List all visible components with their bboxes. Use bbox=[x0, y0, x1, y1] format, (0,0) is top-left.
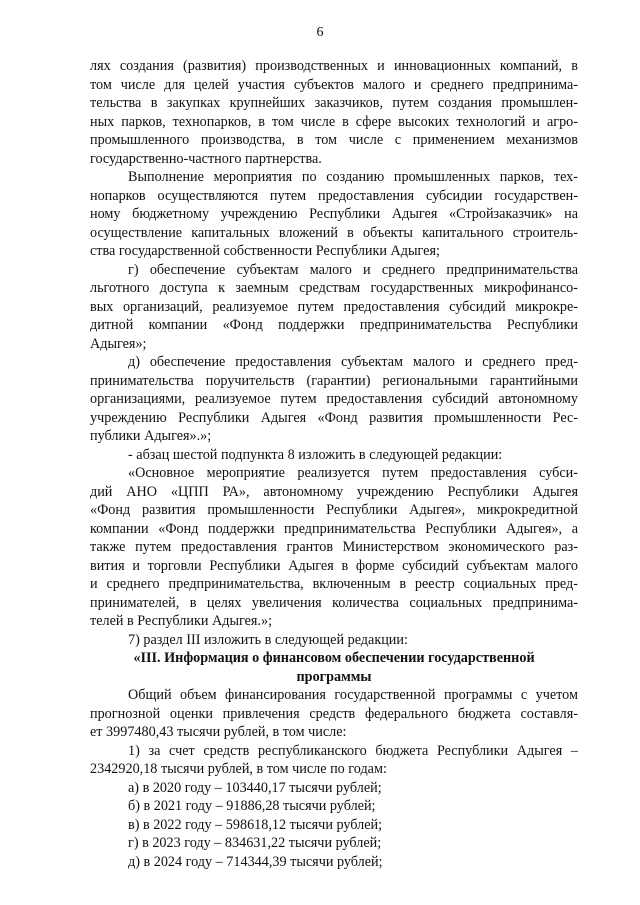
text-line: а) в 2020 году – 103440,17 тысячи рублей; bbox=[128, 779, 382, 796]
text-line: публики Адыгея».»; bbox=[90, 428, 212, 444]
text-line: телей в Республики Адыгея.»; bbox=[90, 613, 273, 629]
text-line: 2342920,18 тысячи рублей, в том числе по годам: bbox=[90, 761, 387, 777]
text-line: льготного доступа к заемным средствам государственных микрофинансо- bbox=[90, 280, 578, 296]
text-line: лях создания (развития) производственных и инновационных компаний, в bbox=[90, 58, 578, 74]
text-line: принимателей, в целях увеличения количества социальных предпринима- bbox=[90, 594, 578, 611]
page-number: 6 bbox=[316, 25, 324, 40]
text-line: прогнозной оценки привлечения средств федерального бюджета составля- bbox=[90, 705, 578, 722]
text-line: Общий объем финансирования государственной программы с учетом bbox=[128, 687, 578, 703]
text-line: и среднего предпринимательства, включенным в реестр социальных пред- bbox=[90, 576, 578, 592]
text-line: нопарков осуществляются путем предоставления субсидии государствен- bbox=[90, 187, 578, 204]
text-line: г) в 2023 году – 834631,22 тысячи рублей; bbox=[128, 835, 382, 851]
document-body bbox=[90, 57, 578, 871]
section-heading-line: «III. Информация о финансовом обеспечении государственной bbox=[133, 650, 535, 666]
text-line: Выполнение мероприятия по созданию промышленных парков, тех- bbox=[128, 169, 578, 185]
text-line: компании «Фонд поддержки предпринимательства Республики Адыгея», а bbox=[90, 520, 578, 537]
text-line: Адыгея»; bbox=[90, 335, 147, 352]
text-line: дий АНО «ЦПП РА», автономному учреждению Республики Адыгея bbox=[90, 483, 578, 500]
text-line: 7) раздел III изложить в следующей редакции: bbox=[128, 631, 408, 648]
text-line: ства государственной собственности Республики Адыгея; bbox=[90, 243, 440, 259]
text-line: в) в 2022 году – 598618,12 тысячи рублей; bbox=[128, 816, 383, 833]
text-line: организациями, реализуемое путем предоставления субсидий автономному bbox=[90, 391, 578, 407]
text-line: д) обеспечение предоставления субъектам малого и среднего пред- bbox=[128, 354, 578, 370]
text-line: учреждению Республики Адыгея «Фонд развития промышленности Рес- bbox=[90, 409, 578, 426]
text-line: вых организаций, реализуемое путем предоставления субсидий микрокре- bbox=[90, 298, 578, 315]
text-line: ных парков, технопарков, в том числе в сфере высоких технологий и агро- bbox=[90, 113, 578, 130]
text-line: б) в 2021 году – 91886,28 тысячи рублей; bbox=[128, 798, 376, 814]
text-line: «Основное мероприятие реализуется путем предоставления субси- bbox=[128, 465, 578, 481]
text-line: государственно-частного партнерства. bbox=[90, 150, 322, 167]
text-line: г) обеспечение субъектам малого и среднего предпринимательства bbox=[128, 261, 578, 278]
text-line: ному бюджетному учреждению Республики Адыгея «Стройзаказчик» на bbox=[90, 206, 578, 222]
text-line: осуществление капитальных вложений в объекты капитального строитель- bbox=[90, 224, 578, 241]
text-line: ет 3997480,43 тысячи рублей, в том числе: bbox=[90, 724, 347, 740]
text-line: дитной компании «Фонд поддержки предпринимательства Республики bbox=[90, 317, 578, 333]
text-line: том числе для целей участия субъектов малого и среднего предпринима- bbox=[90, 76, 578, 93]
section-heading-line: программы bbox=[296, 668, 372, 685]
text-line: промышленного производства, в том числе с применением механизмов bbox=[90, 132, 578, 148]
text-line: «Фонд развития промышленности Республики Адыгея», микрокредитной bbox=[90, 502, 578, 518]
text-line: д) в 2024 году – 714344,39 тысячи рублей; bbox=[128, 853, 383, 870]
text-line: - абзац шестой подпункта 8 изложить в следующей редакции: bbox=[128, 446, 503, 463]
text-line: также путем предоставления грантов Министерством экономического раз- bbox=[90, 539, 578, 555]
text-line: 1) за счет средств республиканского бюджета Республики Адыгея – bbox=[128, 742, 578, 759]
text-line: вития и торговли Республики Адыгея в форме субсидий субъектам малого bbox=[90, 557, 578, 574]
text-line: принимательства поручительств (гарантии) региональными гарантийными bbox=[90, 372, 578, 389]
text-line: тельства в закупках крупнейших заказчиков, путем создания промышлен- bbox=[90, 95, 578, 111]
